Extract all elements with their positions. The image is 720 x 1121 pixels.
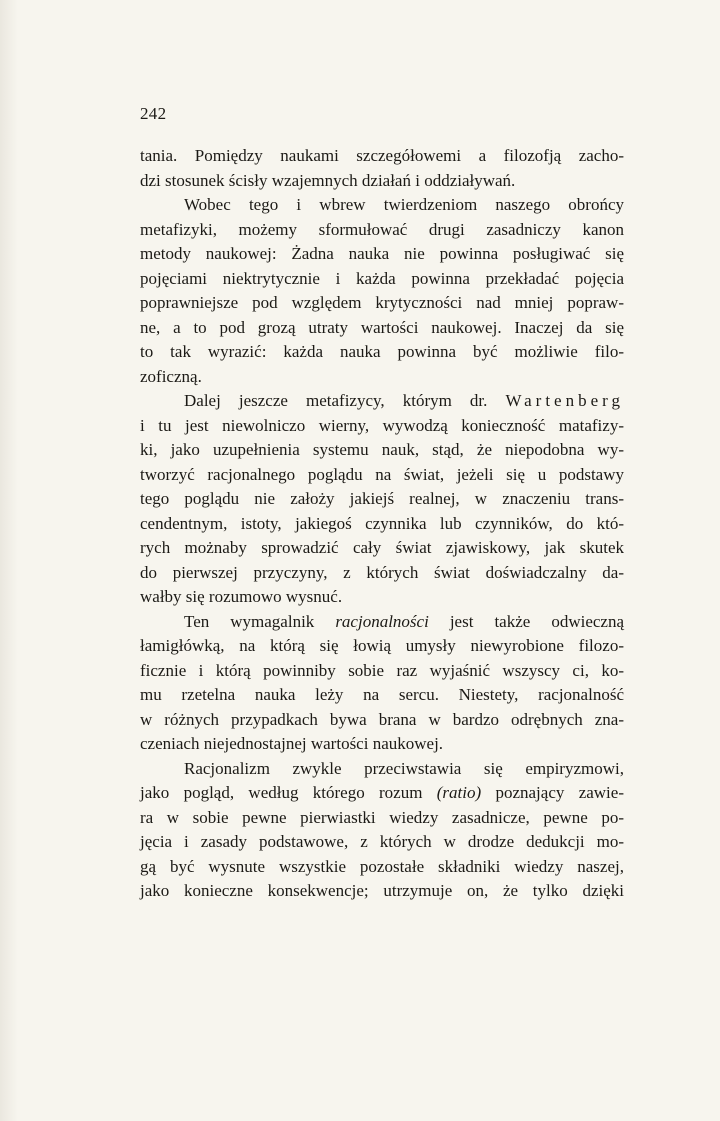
spaced-name: Wartenberg — [505, 391, 624, 410]
text-segment: wałby się rozumowo wysnuć. — [140, 587, 343, 606]
text-segment: jako pogląd, według którego rozum — [140, 783, 437, 802]
text-line — [140, 218, 624, 243]
text-line — [140, 806, 624, 831]
text-line — [140, 855, 624, 880]
text-segment: jako konieczne konsekwencje; utrzymuje on, że tylko dzięki — [140, 881, 624, 900]
text-segment: Racjonalizm zwykle przeciwstawia się empiryzmowi, — [184, 758, 624, 778]
text-line — [140, 365, 624, 390]
text-segment: mu rzetelna nauka leży na sercu. Niestety, racjonalność — [140, 685, 624, 704]
text-segment: ne, a to pod grozą utraty wartości naukowej. Inaczej da się — [140, 317, 624, 337]
body-text — [140, 144, 624, 904]
text-line — [140, 585, 624, 610]
text-segment: tania. Pomiędzy naukami szczegółowemi a filozofją zacho- — [140, 146, 624, 165]
text-segment: metafizyki, możemy sformułować drugi zasadniczy kanon — [140, 219, 624, 239]
text-segment: poznający zawie- — [481, 783, 624, 802]
italic-term: racjonalności — [335, 611, 429, 631]
text-line — [140, 340, 624, 365]
text-line — [140, 144, 624, 169]
text-segment: do pierwszej przyczyny, z których świat doświadczalny da- — [140, 562, 624, 582]
page-edge-shadow — [0, 0, 18, 1121]
text-line — [140, 536, 624, 561]
text-segment: ki, jako uzupełnienia systemu nauk, stąd, że niepodobna wy- — [140, 440, 624, 459]
text-line — [140, 414, 624, 439]
text-segment: dzi stosunek ścisły wzajemnych działań i oddziaływań. — [140, 170, 516, 190]
text-segment: ra w sobie pewne pierwiastki wiedzy zasadnicze, pewne po- — [140, 807, 624, 827]
text-segment: łamigłówką, na którą się łowią umysły niewyrobione filozo- — [140, 636, 624, 655]
text-line — [140, 561, 624, 586]
text-line — [140, 487, 624, 512]
text-line — [140, 438, 624, 463]
text-line — [140, 732, 624, 757]
text-line — [140, 610, 624, 635]
text-line — [140, 659, 624, 684]
text-segment: pojęciami niektrytycznie i każda powinna przekładać pojęcia — [140, 268, 624, 288]
text-segment: cendentnym, istoty, jakiegoś czynnika lub czynników, do któ- — [140, 513, 624, 533]
text-line — [140, 242, 624, 267]
text-line — [140, 683, 624, 708]
text-segment: Wobec tego i wbrew twierdzeniom naszego obrońcy — [184, 195, 624, 214]
text-line — [140, 879, 624, 904]
text-line — [140, 512, 624, 537]
text-segment: jęcia i zasady podstawowe, z których w drodze dedukcji mo- — [140, 832, 624, 851]
text-segment: w różnych przypadkach bywa brana w bardzo odrębnych zna- — [140, 709, 624, 729]
text-line — [140, 389, 624, 414]
text-line — [140, 757, 624, 782]
text-line — [140, 267, 624, 292]
text-line — [140, 463, 624, 488]
text-segment: czeniach niejednostajnej wartości naukowej. — [140, 734, 444, 753]
text-segment: Ten wymagalnik — [184, 611, 336, 631]
page-number: 242 — [140, 104, 167, 123]
text-line — [140, 708, 624, 733]
text-line — [140, 634, 624, 659]
text-segment: rych możnaby sprowadzić cały świat zjawiskowy, jak skutek — [140, 538, 624, 557]
text-segment: jest także odwieczną — [428, 611, 624, 631]
text-segment: to tak wyrazić: każda nauka powinna być możliwie filo- — [140, 342, 624, 361]
italic-term: (ratio) — [436, 783, 482, 802]
text-segment: poprawniejsze pod względem krytyczności nad mniej popraw- — [140, 293, 624, 312]
text-segment: metody naukowej: Żadna nauka nie powinna posługiwać się — [140, 244, 624, 263]
text-line — [140, 830, 624, 855]
text-line — [140, 781, 624, 806]
text-segment: i tu jest niewolniczo wierny, wywodzą konieczność matafizy- — [140, 415, 624, 435]
text-segment: Dalej jeszcze metafizycy, którym dr. — [184, 391, 506, 410]
text-segment: tworzyć racjonalnego poglądu na świat, jeżeli się u podstawy — [140, 464, 624, 484]
text-line — [140, 316, 624, 341]
text-line — [140, 193, 624, 218]
text-segment: tego poglądu nie założy jakiejś realnej, w znaczeniu trans- — [140, 489, 624, 508]
text-line — [140, 169, 624, 194]
text-segment: ficznie i którą powinniby sobie raz wyjaśnić wszyscy ci, ko- — [140, 660, 624, 680]
text-segment: zoficzną. — [140, 366, 202, 386]
text-line — [140, 291, 624, 316]
text-segment: gą być wysnute wszystkie pozostałe składniki wiedzy naszej, — [140, 856, 624, 876]
